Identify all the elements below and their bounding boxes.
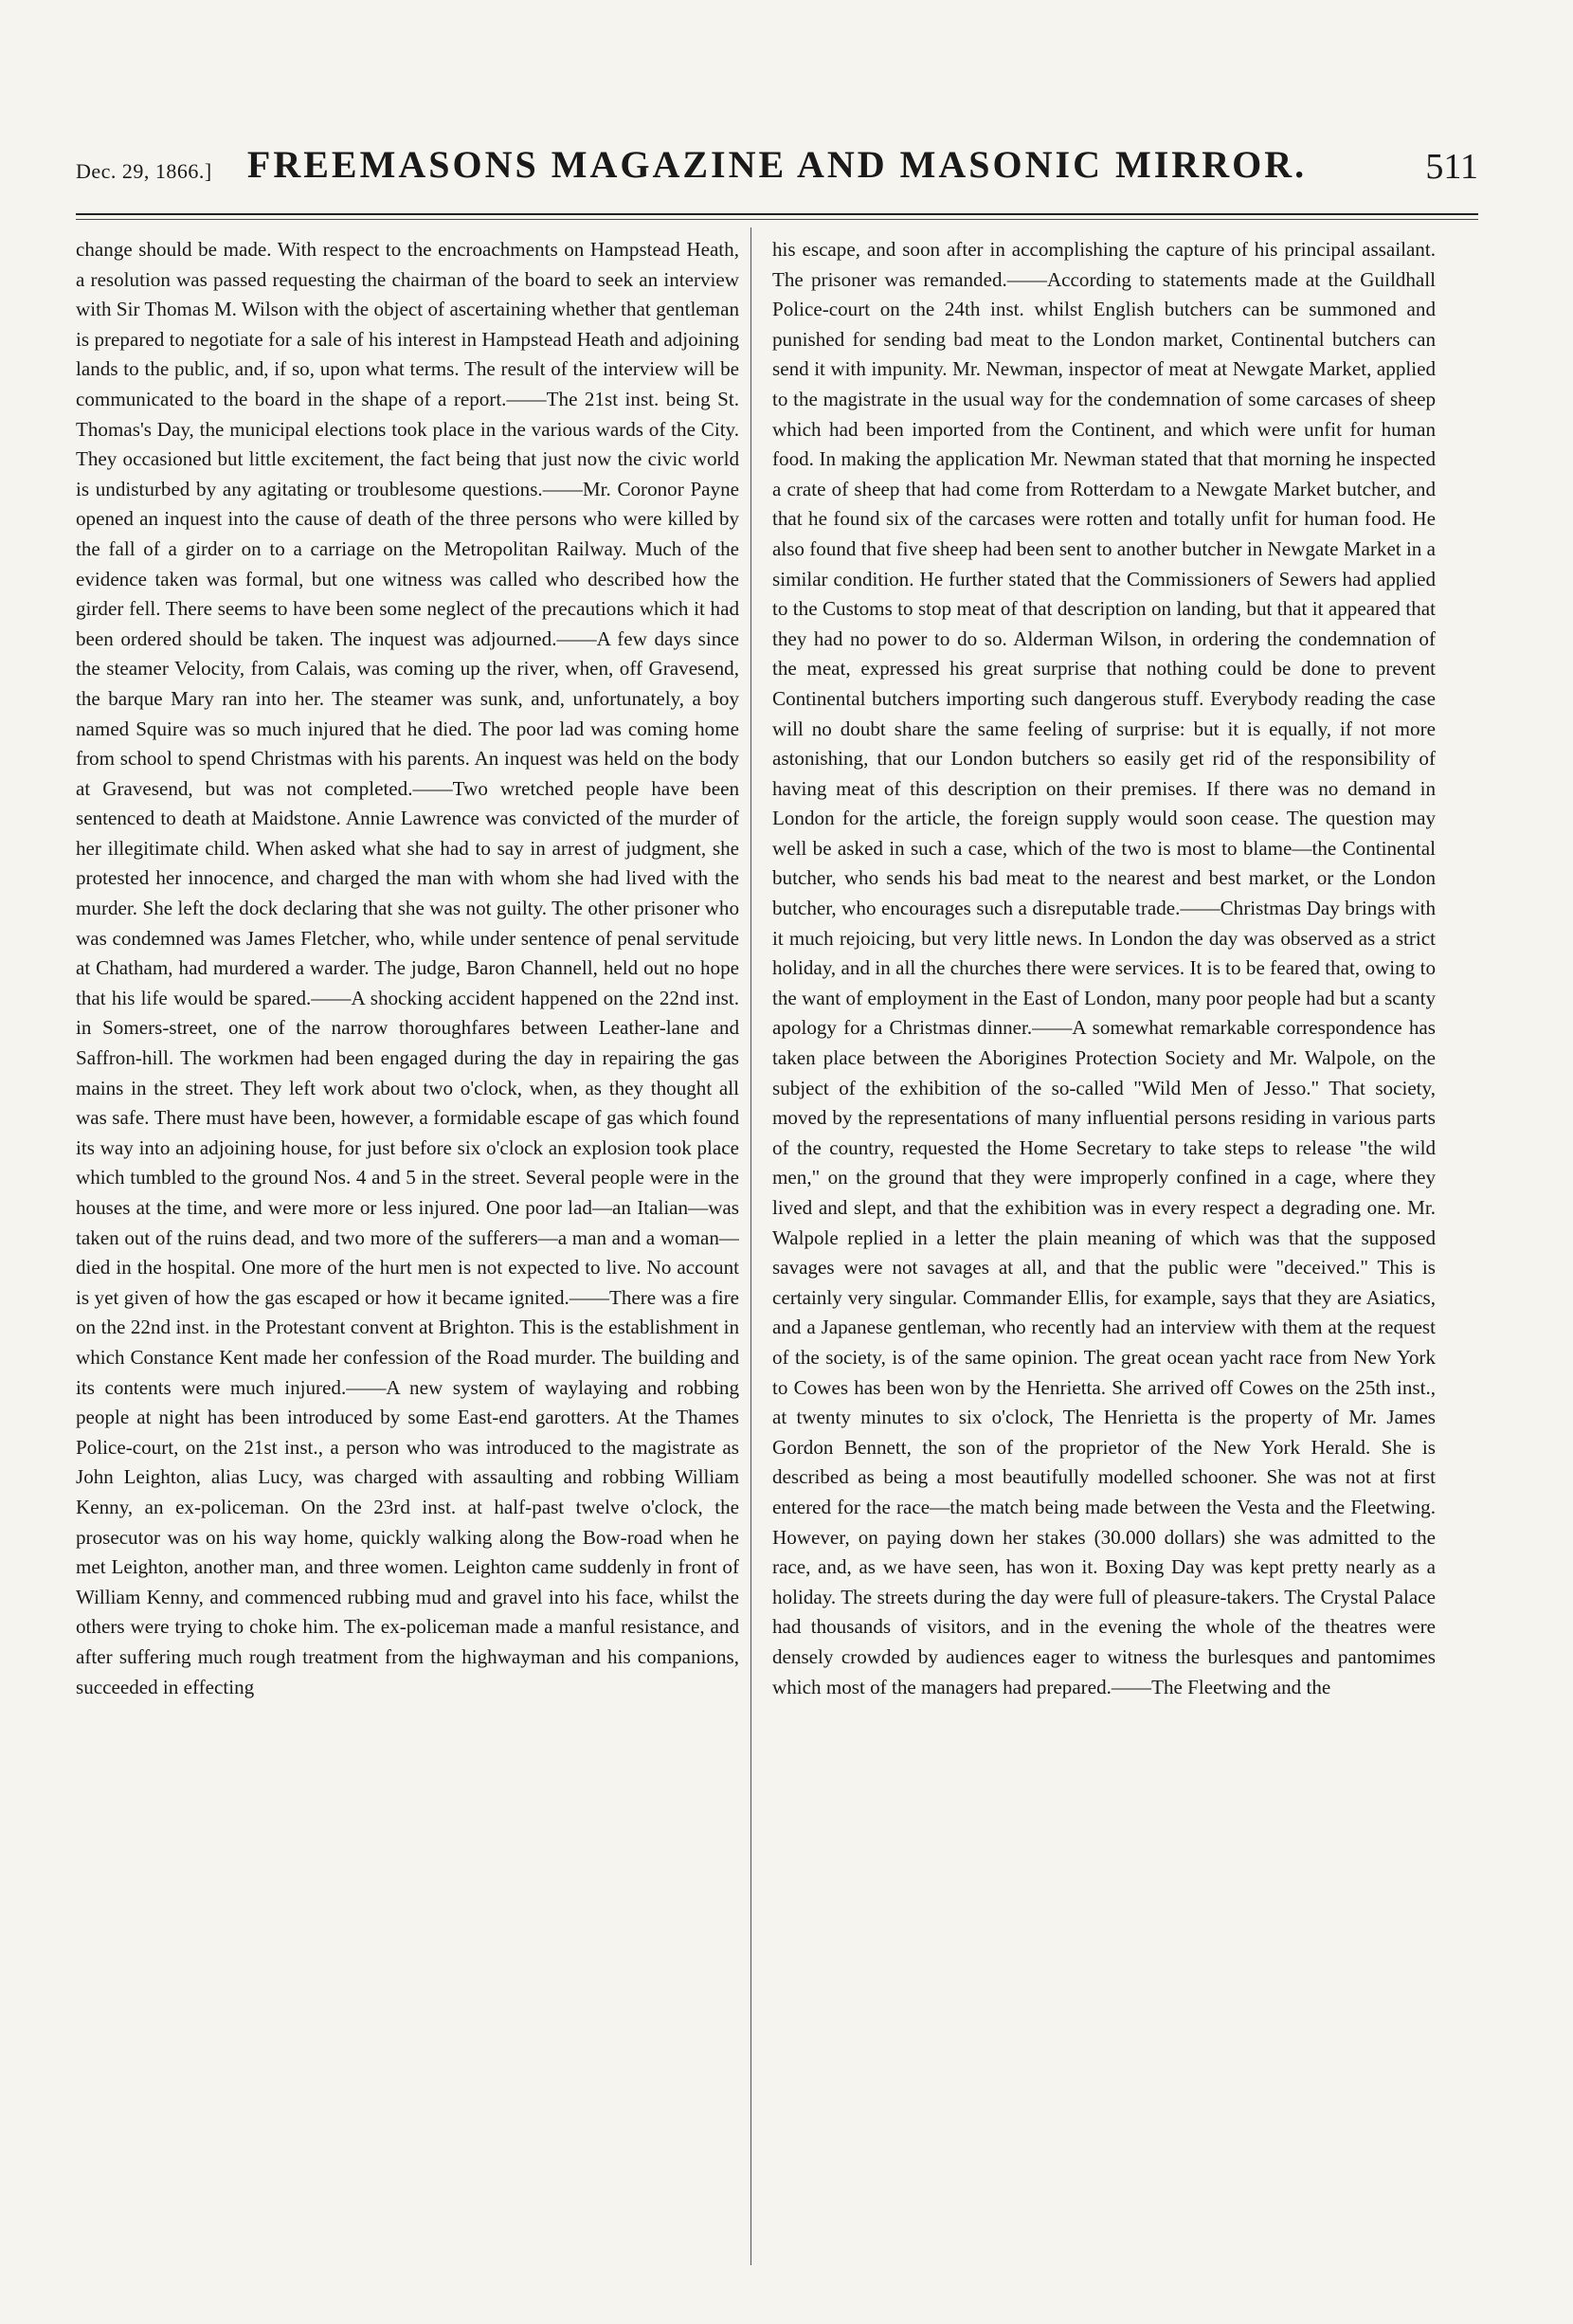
left-column-text: change should be made. With respect to the encroachments on Hampstead Heath, a resolution was passed requesting the chairman of the board to seek an interview with Sir Thomas M. Wilson with the object of ascertaining whether that gentleman is prepared to negotiate for a sale of his interest in Hampstead Heath and adjoining lands to the public, and, if so, upon what terms. The result of the interview will be communicated to the board in the shape of a report.——The 21st inst. being St. Thomas's Day, the municipal elections took place in the various wards of the City. They occasioned but little excitement, the fact being that just now the civic world is undisturbed by any agitating or troublesome questions.——Mr. Coronor Payne opened an inquest into the cause of death of the three persons who were killed by the fall of a girder on to a carriage on the Metropolitan Railway. Much of the evidence taken was formal, but one witness was called who described how the girder fell. There seems to have been some neglect of the precautions which it had been ordered should be taken. The inquest was adjourned.——A few days since the steamer Velocity, from Calais, was coming up the river, when, off Gravesend, the barque Mary ran into her. The steamer was sunk, and, unfortunately, a boy named Squire was so much injured that he died. The poor lad was coming home from school to spend Christmas with his parents. An inquest was held on the body at Gravesend, but was not completed.——Two wretched people have been sentenced to death at Maidstone. Annie Lawrence was convicted of the murder of her illegitimate child. When asked what she had to say in arrest of judgment, she protested her innocence, and charged the man with whom she had lived with the murder. She left the dock declaring that she was not guilty. The other prisoner who was condemned was James Fletcher, who, while under sentence of penal servitude at Chatham, had murdered a warder. The judge, Baron Channell, held out no hope that his life would be spared.——A shocking accident happened on the 22nd inst. in Somers-street, one of the narrow thoroughfares between Leather-lane and Saffron-hill. The workmen had been engaged during the day in repairing the gas mains in the street. They left work about two o'clock, when, as they thought all was safe. There must have been, however, a formidable escape of gas which found its way into an adjoining house, for just before six o'clock an explosion took place which tumbled to the ground Nos. 4 and 5 in the street. Several people were in the houses at the time, and were more or less injured. One poor lad—an Italian—was taken out of the ruins dead, and two more of the sufferers—a man and a woman—died in the hospital. One more of the hurt men is not expected to live. No account is yet given of how the gas escaped or how it became ignited.——There was a fire on the 22nd inst. in the Protestant convent at Brighton. This is the establishment in which Constance Kent made her confession of the Road murder. The building and its contents were much injured.——A new system of waylaying and robbing people at night has been introduced by some East-end garotters. At the Thames Police-court, on the 21st inst., a person who was introduced to the magistrate as John Leighton, alias Lucy, was charged with assaulting and robbing William Kenny, an ex-policeman. On the 23rd inst. at half-past twelve o'clock, the prosecutor was on his way home, quickly walking along the Bow-road when he met Leighton, another man, and three women. Leighton came suddenly in front of William Kenny, and commenced rubbing mud and gravel into his face, whilst the others were trying to choke him. The ex-policeman made a manful resistance, and after suffering much rough treatment from the highwayman and his companions, succeeded in effecting	[76, 238, 739, 1698]
right-column-text: his escape, and soon after in accomplishing the capture of his principal assailant. The prisoner was remanded.——According to statements made at the Guildhall Police-court on the 24th inst. whilst English butchers can be summoned and punished for sending bad meat to the London market, Continental butchers can send it with impunity. Mr. Newman, inspector of meat at Newgate Market, applied to the magistrate in the usual way for the condemnation of some carcases of sheep which had been imported from the Continent, and which were unfit for human food. In making the application Mr. Newman stated that that morning he inspected a crate of sheep that had come from Rotterdam to a Newgate Market butcher, and that he found six of the carcases were rotten and totally unfit for human food. He also found that five sheep had been sent to another butcher in Newgate Market in a similar condition. He further stated that the Commissioners of Sewers had applied to the Customs to stop meat of that description on landing, but that it appeared that they had no power to do so. Alderman Wilson, in ordering the condemnation of the meat, expressed his great surprise that nothing could be done to prevent Continental butchers importing such dangerous stuff. Everybody reading the case will no doubt share the same feeling of surprise: but it is equally, if not more astonishing, that our London butchers so easily get rid of the responsibility of having meat of this description on their premises. If there was no demand in London for the article, the foreign supply would soon cease. The question may well be asked in such a case, which of the two is most to blame—the Continental butcher, who sends his bad meat to the nearest and best market, or the London butcher, who encourages such a disreputable trade.——Christmas Day brings with it much rejoicing, but very little news. In London the day was observed as a strict holiday, and in all the churches there were services. It is to be feared that, owing to the want of employment in the East of London, many poor people had but a scanty apology for a Christmas dinner.——A somewhat remarkable correspondence has taken place between the Aborigines Protection Society and Mr. Walpole, on the subject of the exhibition of the so-called "Wild Men of Jesso." That society, moved by the representations of many influential persons residing in various parts of the country, requested the Home Secretary to take steps to release "the wild men," on the ground that they were improperly confined in a cage, where they lived and slept, and that the exhibition was in every respect a degrading one. Mr. Walpole replied in a letter the plain meaning of which was that the supposed savages were not savages at all, and that the public were "deceived." This is certainly very singular. Commander Ellis, for example, says that they are Asiatics, and a Japanese gentleman, who recently had an interview with them at the request of the society, is of the same opinion. The great ocean yacht race from New York to Cowes has been won by the Henrietta. She arrived off Cowes on the 25th inst., at twenty minutes to six o'clock, The Henrietta is the property of Mr. James Gordon Bennett, the son of the proprietor of the New York Herald. She is described as being a most beautifully modelled schooner. She was not at first entered for the race—the match being made between the Vesta and the Fleetwing. However, on paying down her stakes (30.000 dollars) she was admitted to the race, and, as we have seen, has won it. Boxing Day was kept pretty nearly as a holiday. The streets during the day were full of pleasure-takers. The Crystal Palace had thousands of visitors, and in the evening the whole of the theatres were densely crowded by audiences eager to witness the burlesques and pantomimes which most of the managers had prepared.——The Fleetwing and the	[772, 238, 1436, 1698]
left-column	[76, 235, 739, 2263]
right-column	[772, 235, 1436, 2263]
header-rule-thin	[76, 219, 1478, 220]
running-header	[76, 142, 1478, 209]
header-rule	[76, 213, 1478, 215]
column-divider	[750, 227, 751, 2265]
issue-date: Dec. 29, 1866.]	[76, 159, 212, 183]
publication-title: FREEMASONS MAGAZINE AND MASONIC MIRROR.	[246, 143, 1308, 186]
page-number: 511	[1425, 147, 1478, 187]
